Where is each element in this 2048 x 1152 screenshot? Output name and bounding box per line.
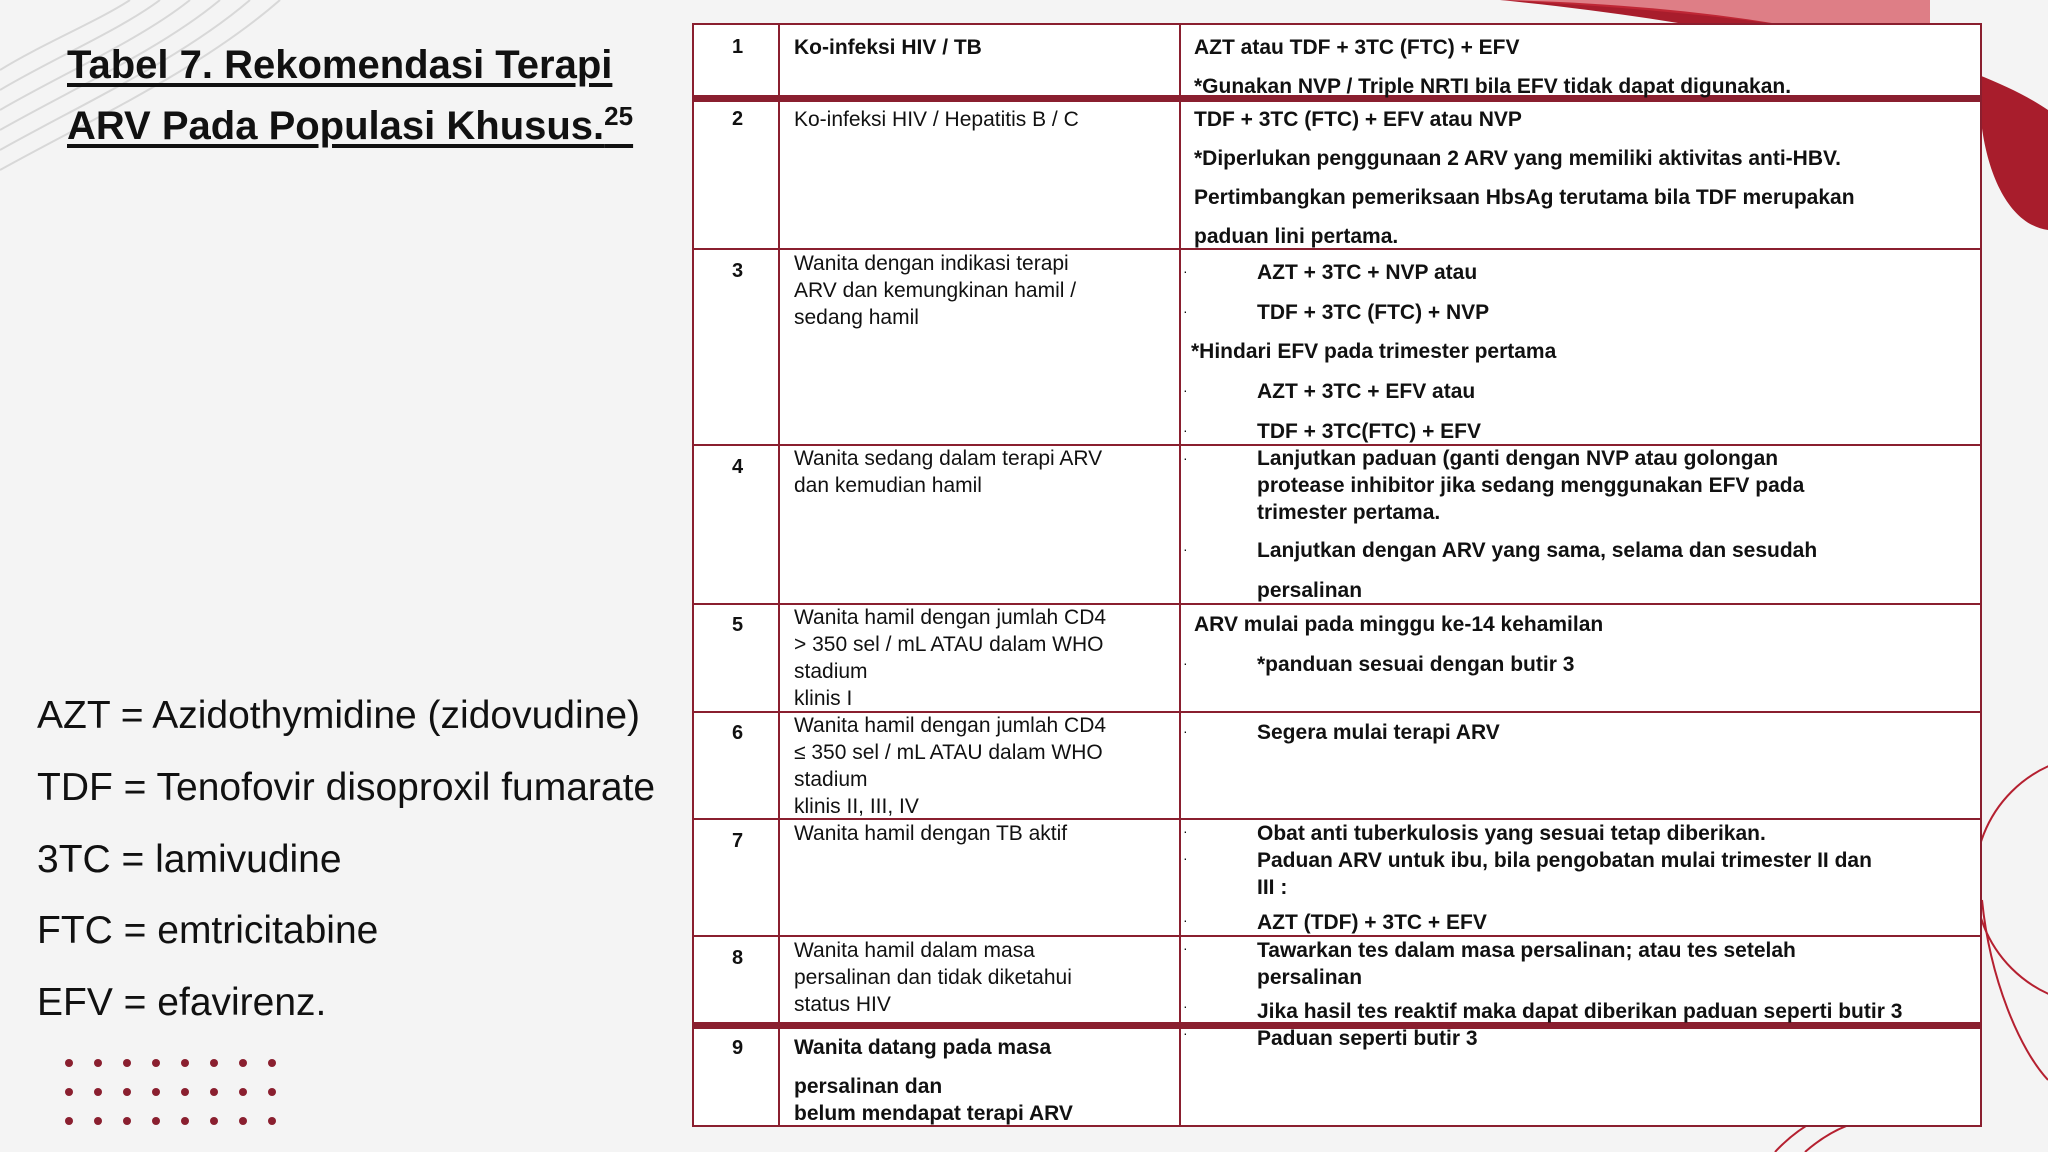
abbr-azt: AZT = Azidothymidine (zidovudine) xyxy=(37,694,640,737)
bullet-marker: · xyxy=(1183,422,1188,438)
recommendation-text: TDF + 3TC(FTC) + EFV xyxy=(1257,420,1482,443)
recommendation-text: *Gunakan NVP / Triple NRTI bila EFV tidak dapat digunakan. xyxy=(1194,75,1792,98)
bullet-marker: · xyxy=(1183,998,1188,1014)
recommendation-text: Segera mulai terapi ARV xyxy=(1257,721,1500,744)
bullet-marker: · xyxy=(1183,382,1188,398)
title-line-1: Tabel 7. Rekomendasi Terapi xyxy=(67,43,613,87)
recommendation-text: AZT + 3TC + NVP atau xyxy=(1257,261,1478,284)
column-divider xyxy=(778,25,780,1125)
bullet-marker: · xyxy=(1183,912,1188,928)
decor-dot xyxy=(123,1088,131,1096)
population-cell: Ko-infeksi HIV / Hepatitis B / C xyxy=(794,108,1079,131)
recommendation-text: Lanjutkan paduan (ganti dengan NVP atau golongan protease inhibitor jika sedang menggunakan EFV pada trimester pertama. xyxy=(1257,447,1805,524)
row-number: 9 xyxy=(732,1037,744,1059)
decor-dot xyxy=(123,1059,131,1067)
bullet-marker: · xyxy=(1183,655,1188,671)
decor-dot xyxy=(268,1059,276,1067)
decor-dot xyxy=(210,1117,218,1125)
abbr-tdf: TDF = Tenofovir disoproxil fumarate xyxy=(37,766,656,809)
recommendation-text: AZT atau TDF + 3TC (FTC) + EFV xyxy=(1194,36,1520,59)
population-cell: Ko-infeksi HIV / TB xyxy=(794,36,982,59)
population-cell: Wanita hamil dengan jumlah CD4 ≤ 350 sel / mL ATAU dalam WHO stadium klinis II, III, IV xyxy=(794,714,1107,818)
recommendation-text: paduan lini pertama. xyxy=(1194,225,1399,248)
decor-dot xyxy=(94,1059,102,1067)
bullet-marker: · xyxy=(1183,823,1188,839)
decor-dot xyxy=(181,1117,189,1125)
recommendation-text: Jika hasil tes reaktif maka dapat diberikan paduan seperti butir 3 xyxy=(1257,1000,1903,1023)
decor-dot xyxy=(152,1088,160,1096)
recommendation-text: *Hindari EFV pada trimester pertama xyxy=(1191,340,1557,363)
row-number: 2 xyxy=(732,108,744,130)
decor-dot xyxy=(181,1059,189,1067)
population-cell: Wanita hamil dengan TB aktif xyxy=(794,822,1068,845)
decor-dot xyxy=(268,1088,276,1096)
therapy-table xyxy=(692,23,1982,1127)
decor-dot xyxy=(65,1059,73,1067)
abbr-3tc: 3TC = lamivudine xyxy=(37,838,342,881)
row-number: 8 xyxy=(732,947,744,969)
row-number: 3 xyxy=(732,260,744,282)
row-number: 5 xyxy=(732,614,744,636)
row-number: 7 xyxy=(732,830,744,852)
decor-dot xyxy=(65,1117,73,1125)
row-number: 6 xyxy=(732,722,744,744)
decor-dot xyxy=(65,1088,73,1096)
recommendation-text: AZT (TDF) + 3TC + EFV xyxy=(1257,911,1487,934)
decor-dot xyxy=(181,1088,189,1096)
title-line-2: ARV Pada Populasi Khusus. xyxy=(67,104,605,148)
bullet-marker: · xyxy=(1183,940,1188,956)
recommendation-text: Pertimbangkan pemeriksaan HbsAg terutama bila TDF merupakan xyxy=(1194,186,1855,209)
decor-dot xyxy=(152,1059,160,1067)
recommendation-text: AZT + 3TC + EFV atau xyxy=(1257,380,1476,403)
recommendation-text: persalinan xyxy=(1257,579,1363,602)
row-number: 4 xyxy=(732,456,744,478)
decor-dot xyxy=(239,1059,247,1067)
column-divider xyxy=(1179,25,1181,1125)
decor-dot xyxy=(123,1117,131,1125)
title-citation: 25 xyxy=(604,101,634,131)
recommendation-text: TDF + 3TC (FTC) + EFV atau NVP xyxy=(1194,108,1522,131)
decor-dot xyxy=(210,1088,218,1096)
bullet-marker: · xyxy=(1183,723,1188,739)
decor-dot xyxy=(268,1117,276,1125)
abbr-efv: EFV = efavirenz. xyxy=(37,981,327,1024)
recommendation-text: Tawarkan tes dalam masa persalinan; atau tes setelah persalinan xyxy=(1257,939,1796,989)
population-cell: Wanita sedang dalam terapi ARV dan kemudian hamil xyxy=(794,447,1103,497)
decor-dot xyxy=(239,1088,247,1096)
decor-dot xyxy=(152,1117,160,1125)
dot-grid xyxy=(65,1059,276,1125)
decor-dot xyxy=(239,1117,247,1125)
bullet-marker: · xyxy=(1183,303,1188,319)
abbr-ftc: FTC = emtricitabine xyxy=(37,909,379,952)
population-cell: Wanita dengan indikasi terapi ARV dan kemungkinan hamil / sedang hamil xyxy=(794,252,1077,329)
page-title xyxy=(67,40,633,152)
bullet-marker: · xyxy=(1183,450,1188,466)
recommendation-text: Paduan seperti butir 3 xyxy=(1257,1027,1478,1050)
recommendation-text: ARV mulai pada minggu ke-14 kehamilan xyxy=(1194,613,1604,636)
decor-dot xyxy=(94,1088,102,1096)
population-cell: Wanita hamil dalam masa persalinan dan tidak diketahui status HIV xyxy=(794,939,1072,1016)
recommendation-text: TDF + 3TC (FTC) + NVP xyxy=(1257,301,1490,324)
decor-dot xyxy=(94,1117,102,1125)
bullet-marker: · xyxy=(1183,850,1188,866)
bullet-marker: · xyxy=(1183,541,1188,557)
recommendation-text: Obat anti tuberkulosis yang sesuai tetap diberikan. Paduan ARV untuk ibu, bila pengobatan mulai trimester II dan III : xyxy=(1257,822,1872,899)
row-number: 1 xyxy=(732,36,744,58)
recommendation-text: *panduan sesuai dengan butir 3 xyxy=(1257,653,1575,676)
population-cell: Wanita hamil dengan jumlah CD4 > 350 sel / mL ATAU dalam WHO stadium klinis I xyxy=(794,606,1107,710)
decor-dot xyxy=(210,1059,218,1067)
bullet-marker: · xyxy=(1183,263,1188,279)
recommendation-text: *Diperlukan penggunaan 2 ARV yang memiliki aktivitas anti-HBV. xyxy=(1194,147,1841,170)
bullet-marker: · xyxy=(1183,1025,1188,1041)
recommendation-text: Lanjutkan dengan ARV yang sama, selama dan sesudah xyxy=(1257,539,1818,562)
population-cell: Wanita datang pada masa persalinan dan belum mendapat terapi ARV xyxy=(794,1036,1073,1125)
